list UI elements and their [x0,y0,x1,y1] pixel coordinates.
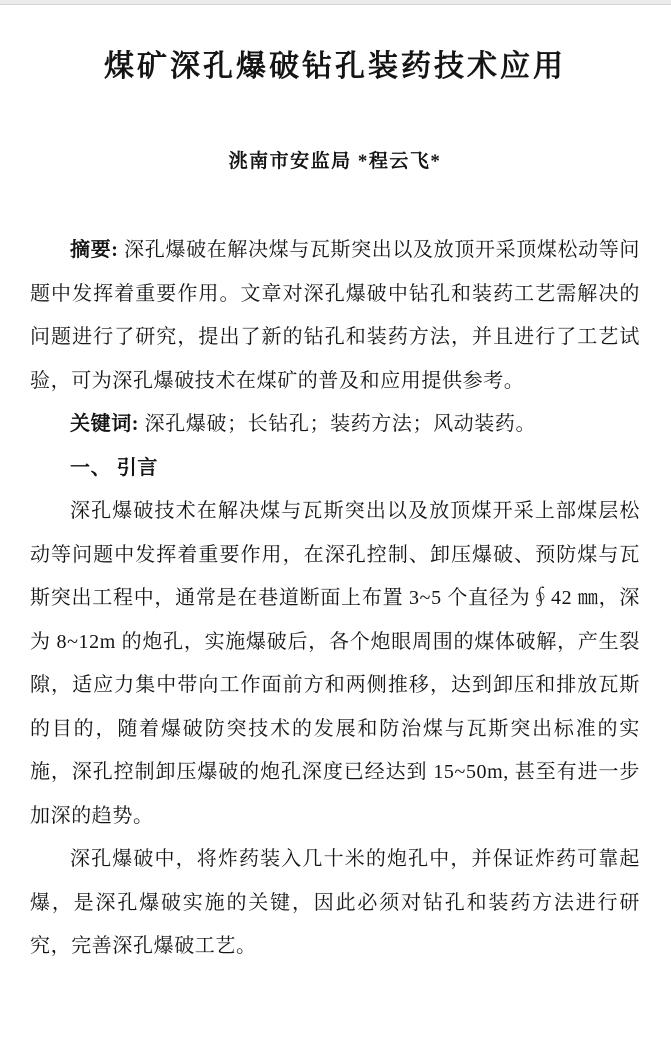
page-title: 煤矿深孔爆破钻孔装药技术应用 [104,50,566,83]
section-heading-introduction: 一、 引言 [70,456,158,479]
author-line: 洮南市安监局 *程云飞* [228,151,442,172]
keywords-line [30,403,640,447]
abstract-text: 深孔爆破在解决煤与瓦斯突出以及放顶开采顶煤松动等问题中发挥着重要作用。文章对深孔爆破中钻孔和装药工艺需解决的问题进行了研究，提出了新的钻孔和装药方法，并且进行了工艺试验，可为深孔爆破技术在煤矿的普及和应用提供参考。 [30,239,640,392]
abstract-paragraph [30,229,640,403]
abstract-block [30,229,640,969]
abstract-label: 摘要: [70,239,119,261]
document-top-edge [0,0,671,5]
keywords-text: 深孔爆破；长钻孔；装药方法；风动装药。 [144,413,537,435]
document-page [0,47,671,969]
introduction-paragraph-2: 深孔爆破中，将炸药装入几十米的炮孔中，并保证炸药可靠起爆，是深孔爆破实施的关键，因此必须对钻孔和装药方法进行研究，完善深孔爆破工艺。 [30,848,640,957]
introduction-paragraph-1: 深孔爆破技术在解决煤与瓦斯突出以及放顶煤开采上部煤层松动等问题中发挥着重要作用，在深孔控制、卸压爆破、预防煤与瓦斯突出工程中，通常是在巷道断面上布置 3~5 个直径为∮42 ㎜，深为 8~12m 的炮孔，实施爆破后，各个炮眼周围的煤体破解，产生裂隙，适应力集中带向工作面前方和两侧推移，达到卸压和排放瓦斯的目的，随着爆破防突技术的发展和防治煤与瓦斯突出标准的实施，深孔控制卸压爆破的炮孔深度已经达到 15~50m, 甚至有进一步加深的趋势。 [30,500,640,827]
keywords-label: 关键词: [70,413,140,435]
